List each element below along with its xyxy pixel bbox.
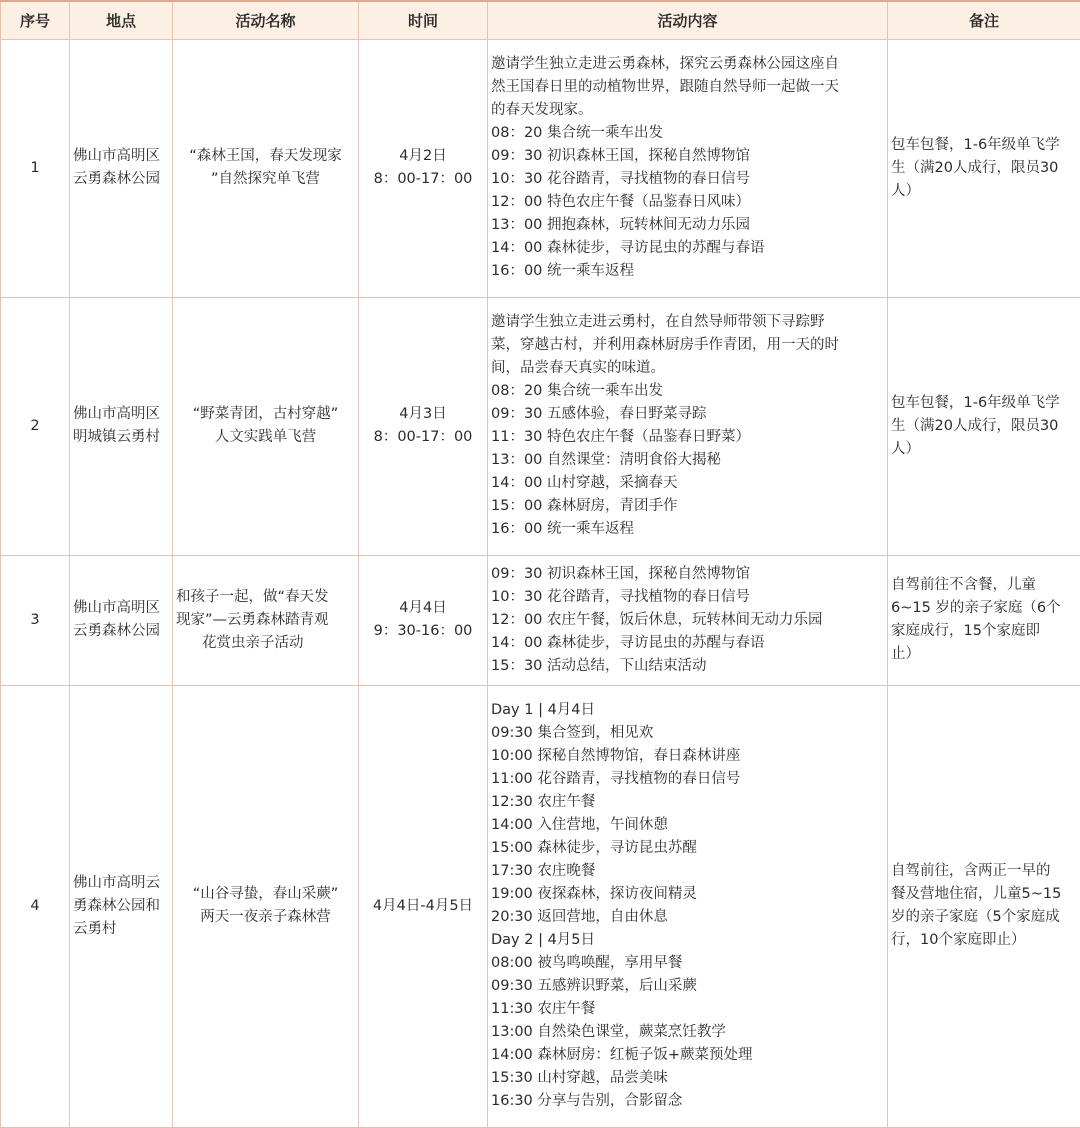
table-row (1, 685, 1080, 1127)
header-row (1, 1, 1080, 39)
cell-content: 邀请学生独立走进云勇村，在自然导师带领下寻踪野 菜，穿越古村，并利用森林厨房手作青团，用一天的时 间，品尝春天真实的味道。 08：20 集合统一乘车出发 09：30 五感体验，春日野菜寻踪 11：30 特色农庄午餐（品鉴春日野菜） 13：00 自然课堂：清明食俗大揭秘 14：00 山村穿越，采摘春天 15：00 森林厨房，青团手作 16：00 统一乘车返程 (488, 297, 888, 555)
cell-place: 佛山市高明区 明城镇云勇村 (70, 297, 173, 555)
header-note: 备注 (888, 1, 1080, 39)
cell-no: 2 (1, 297, 70, 555)
cell-note: 包车包餐，1-6年级单飞学 生（满20人成行，限员30 人） (888, 39, 1080, 297)
table-row (1, 297, 1080, 555)
cell-activity-name: “山谷寻蛰，春山采蕨” 两天一夜亲子森林营 (173, 685, 359, 1127)
cell-content: 09：30 初识森林王国，探秘自然博物馆 10：30 花谷踏青，寻找植物的春日信号 12：00 农庄午餐，饭后休息，玩转林间无动力乐园 14：00 森林徒步，寻访昆虫的苏醒与春语 15：30 活动总结，下山结束活动 (488, 555, 888, 685)
cell-time: 4月3日 8：00-17：00 (359, 297, 488, 555)
header-activity-name: 活动名称 (173, 1, 359, 39)
cell-note: 包车包餐，1-6年级单飞学 生（满20人成行，限员30 人） (888, 297, 1080, 555)
cell-place: 佛山市高明区 云勇森林公园 (70, 39, 173, 297)
cell-content: Day 1 | 4月4日 09:30 集合签到，相见欢 10:00 探秘自然博物馆，春日森林讲座 11:00 花谷踏青，寻找植物的春日信号 12:30 农庄午餐 14:00 入住营地，午间休憩 15:00 森林徒步，寻访昆虫苏醒 17:30 农庄晚餐 19:00 夜探森林，探访夜间精灵 20:30 返回营地，自由休息 Day 2 | 4月5日 08:00 被鸟鸣唤醒，享用早餐 09:30 五感辨识野菜，后山采蕨 11:30 农庄午餐 13:00 自然染色课堂，蕨菜烹饪教学 14:00 森林厨房：红栀子饭+蕨菜预处理 15:30 山村穿越，品尝美味 16:30 分享与告别，合影留念 (488, 685, 888, 1127)
cell-activity-name: “森林王国，春天发现家 ”自然探究单飞营 (173, 39, 359, 297)
cell-no: 1 (1, 39, 70, 297)
cell-place: 佛山市高明区 云勇森林公园 (70, 555, 173, 685)
cell-time: 4月2日 8：00-17：00 (359, 39, 488, 297)
cell-place: 佛山市高明云 勇森林公园和 云勇村 (70, 685, 173, 1127)
cell-no: 3 (1, 555, 70, 685)
cell-note: 自驾前往不含餐，儿童 6~15 岁的亲子家庭（6个 家庭成行，15个家庭即 止） (888, 555, 1080, 685)
header-place: 地点 (70, 1, 173, 39)
cell-time: 4月4日 9：30-16：00 (359, 555, 488, 685)
cell-activity-name: 和孩子一起，做“春天发 现家”—云勇森林踏青观 花赏虫亲子活动 (173, 555, 359, 685)
header-content: 活动内容 (488, 1, 888, 39)
table-row (1, 555, 1080, 685)
cell-activity-name: “野菜青团，古村穿越” 人文实践单飞营 (173, 297, 359, 555)
header-time: 时间 (359, 1, 488, 39)
cell-time: 4月4日-4月5日 (359, 685, 488, 1127)
cell-note: 自驾前往，含两正一早的 餐及营地住宿，儿童5~15 岁的亲子家庭（5个家庭成 行，10个家庭即止） (888, 685, 1080, 1127)
cell-no: 4 (1, 685, 70, 1127)
cell-content: 邀请学生独立走进云勇森林，探究云勇森林公园这座自 然王国春日里的动植物世界，跟随自然导师一起做一天 的春天发现家。 08：20 集合统一乘车出发 09：30 初识森林王国，探秘自然博物馆 10：30 花谷踏青，寻找植物的春日信号 12：00 特色农庄午餐（品鉴春日风味） 13：00 拥抱森林，玩转林间无动力乐园 14：00 森林徒步，寻访昆虫的苏醒与春语 16：00 统一乘车返程 (488, 39, 888, 297)
table-row (1, 39, 1080, 297)
header-no: 序号 (1, 1, 70, 39)
